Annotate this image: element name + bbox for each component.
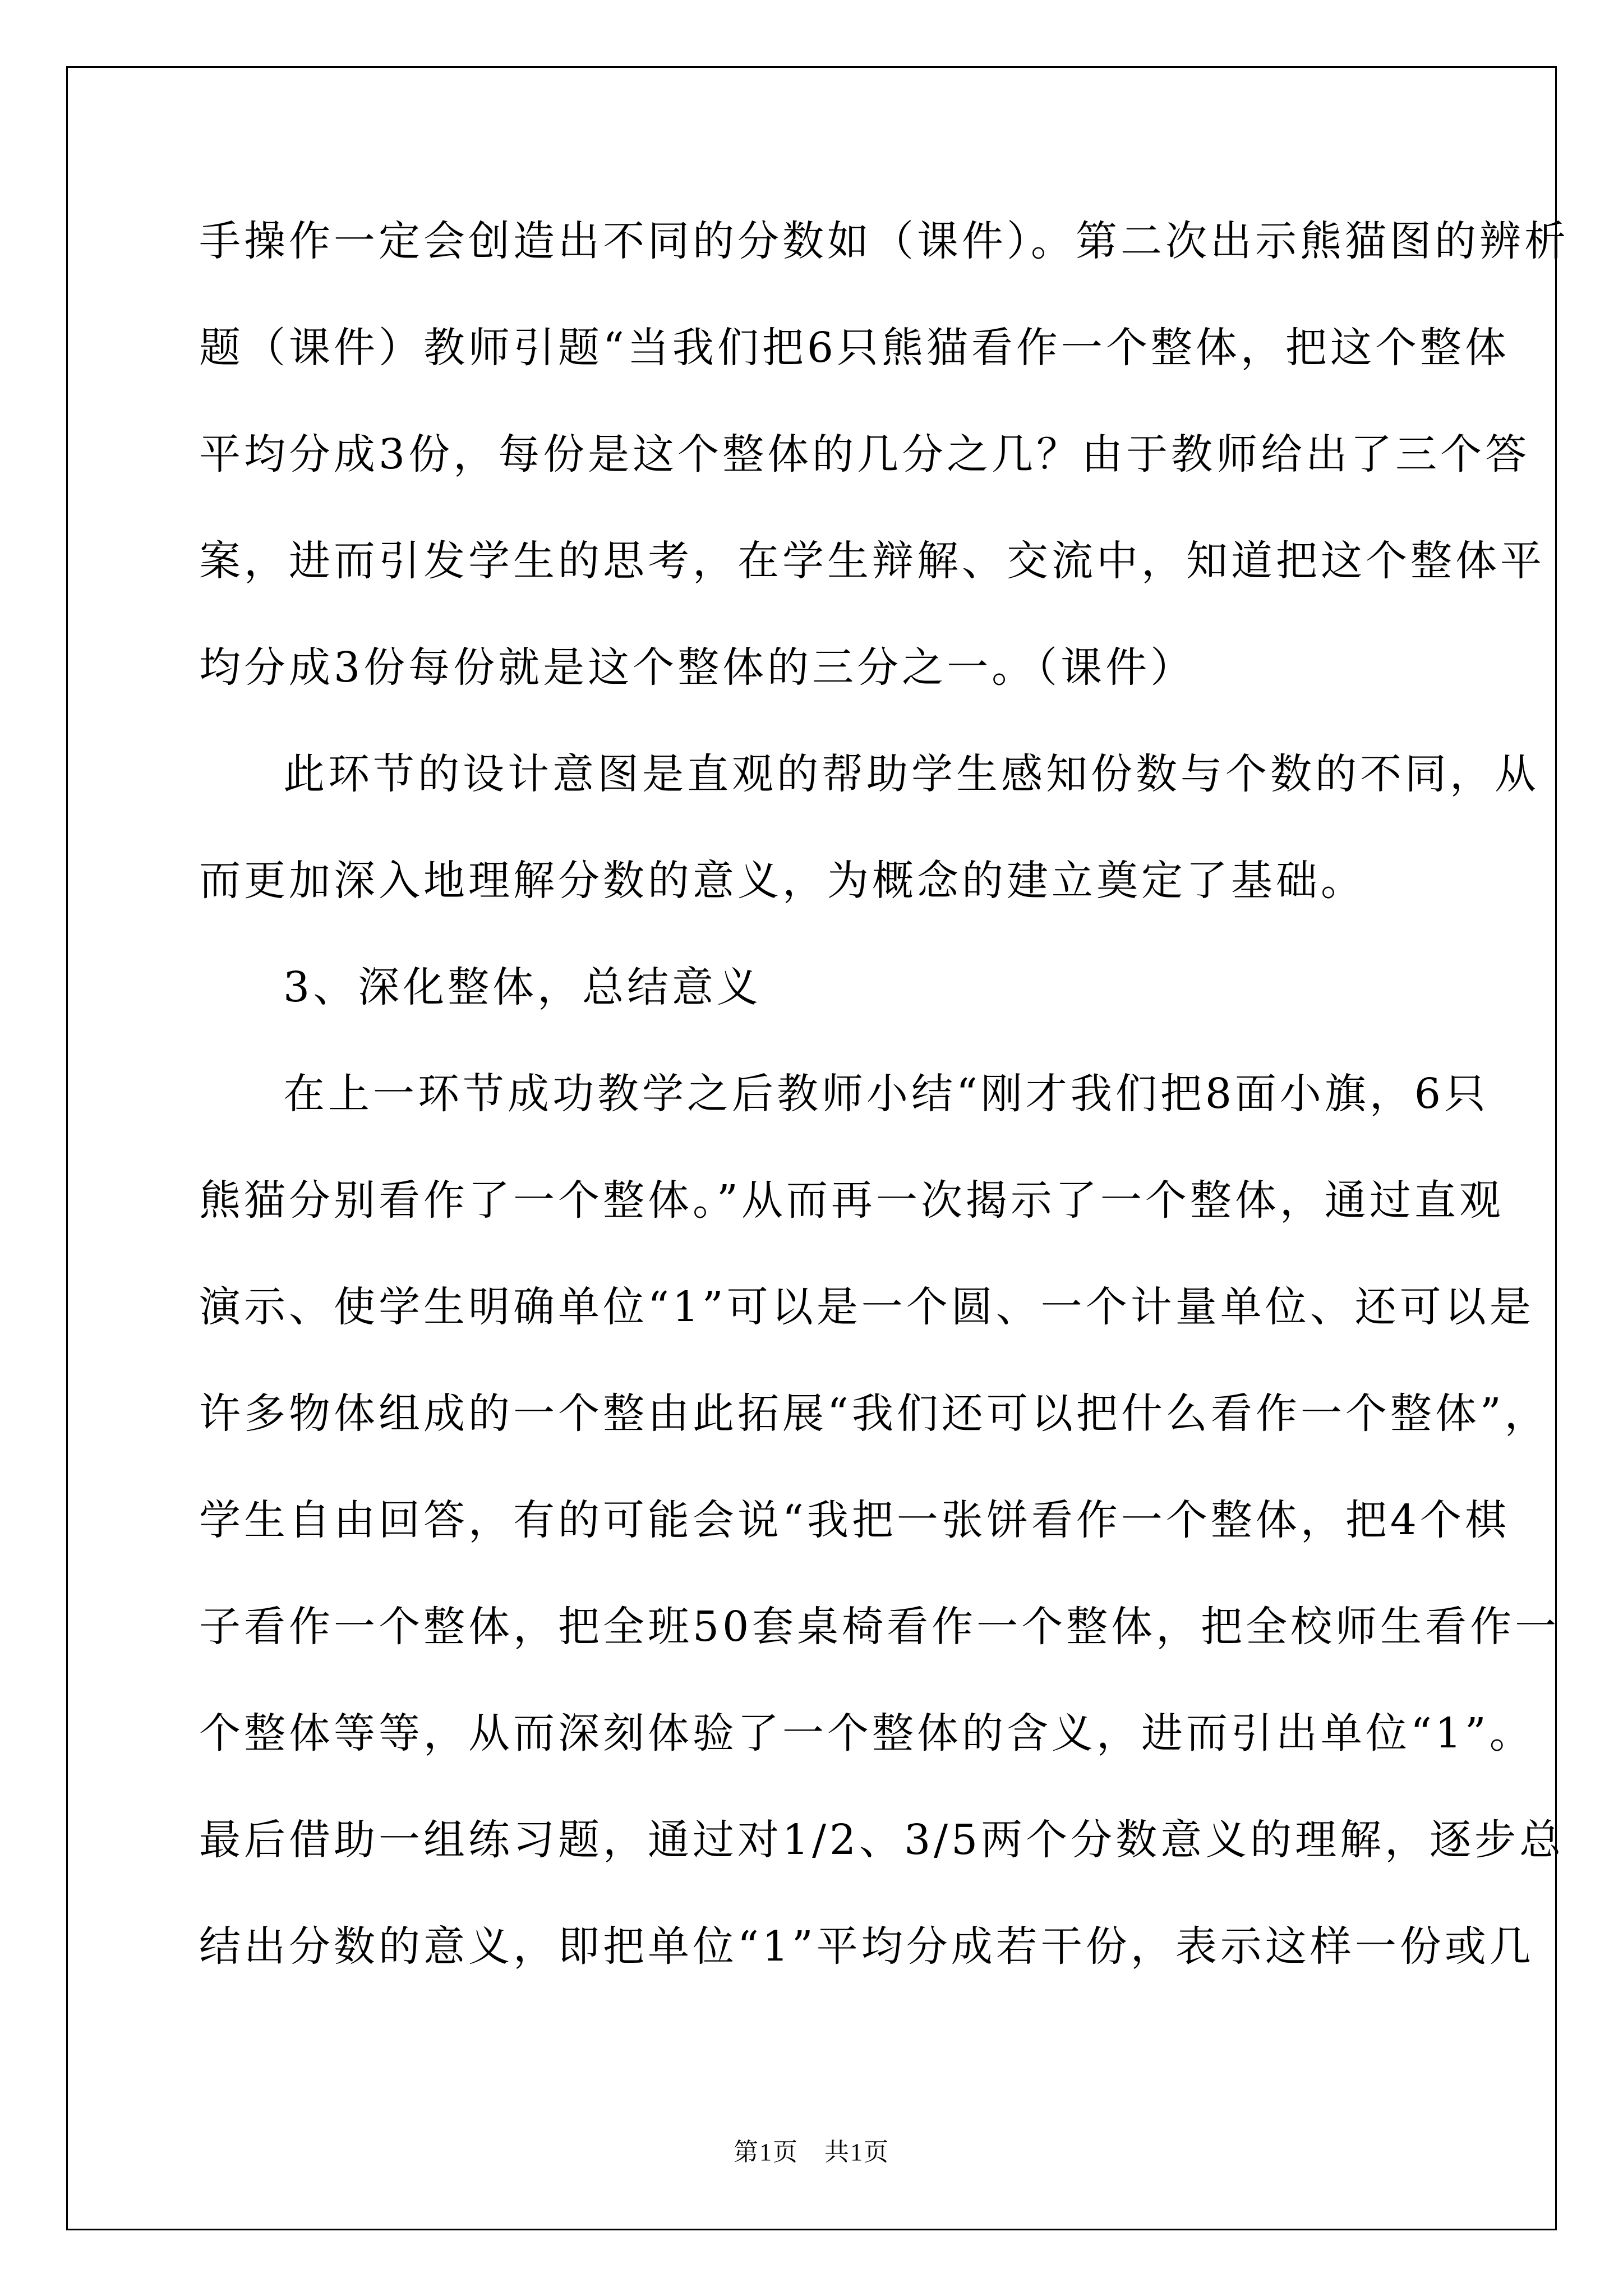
text-line: 演示、使学生明确单位“1”可以是一个圆、一个计量单位、还可以是	[199, 1283, 1534, 1331]
text-line: 而更加深入地理解分数的意义，为概念的建立奠定了基础。	[199, 857, 1366, 905]
text-line: 许多物体组成的一个整由此拓展“我们还可以把什么看作一个整体”，	[199, 1389, 1550, 1438]
page-number-footer: 第1页 共1页	[734, 2138, 889, 2166]
text-line: 最后借助一组练习题，通过对1/2、3/5两个分数意义的理解，逐步总	[199, 1816, 1565, 1864]
document-body	[199, 210, 1569, 2022]
section-heading: 3、深化整体，总结意义	[283, 963, 762, 1011]
text-line: 学生自由回答，有的可能会说“我把一张饼看作一个整体，把4个棋	[199, 1496, 1510, 1544]
text-line: 子看作一个整体，把全班50套桌椅看作一个整体，把全校师生看作一	[199, 1603, 1560, 1651]
text-line: 个整体等等，从而深刻体验了一个整体的含义，进而引出单位“1”。	[199, 1709, 1534, 1757]
text-line: 平均分成3份，每份是这个整体的几分之几？由于教师给出了三个答	[199, 430, 1530, 478]
text-line: 结出分数的意义，即把单位“1”平均分成若干份，表示这样一份或几	[199, 1922, 1534, 1971]
text-line: 手操作一定会创造出不同的分数如（课件）。第二次出示熊猫图的辨析	[199, 217, 1569, 265]
text-line: 案，进而引发学生的思考，在学生辩解、交流中，知道把这个整体平	[199, 537, 1545, 585]
text-line: 均分成3份每份就是这个整体的三分之一。（课件）	[199, 643, 1196, 692]
paragraph-first-line: 在上一环节成功教学之后教师小结“刚才我们把8面小旗，6只	[283, 1070, 1489, 1118]
paragraph-first-line: 此环节的设计意图是直观的帮助学生感知份数与个数的不同，从	[283, 750, 1539, 798]
text-line: 熊猫分别看作了一个整体。”从而再一次揭示了一个整体，通过直观	[199, 1176, 1504, 1225]
text-line: 题（课件）教师引题“当我们把6只熊猫看作一个整体，把这个整体	[199, 324, 1510, 372]
